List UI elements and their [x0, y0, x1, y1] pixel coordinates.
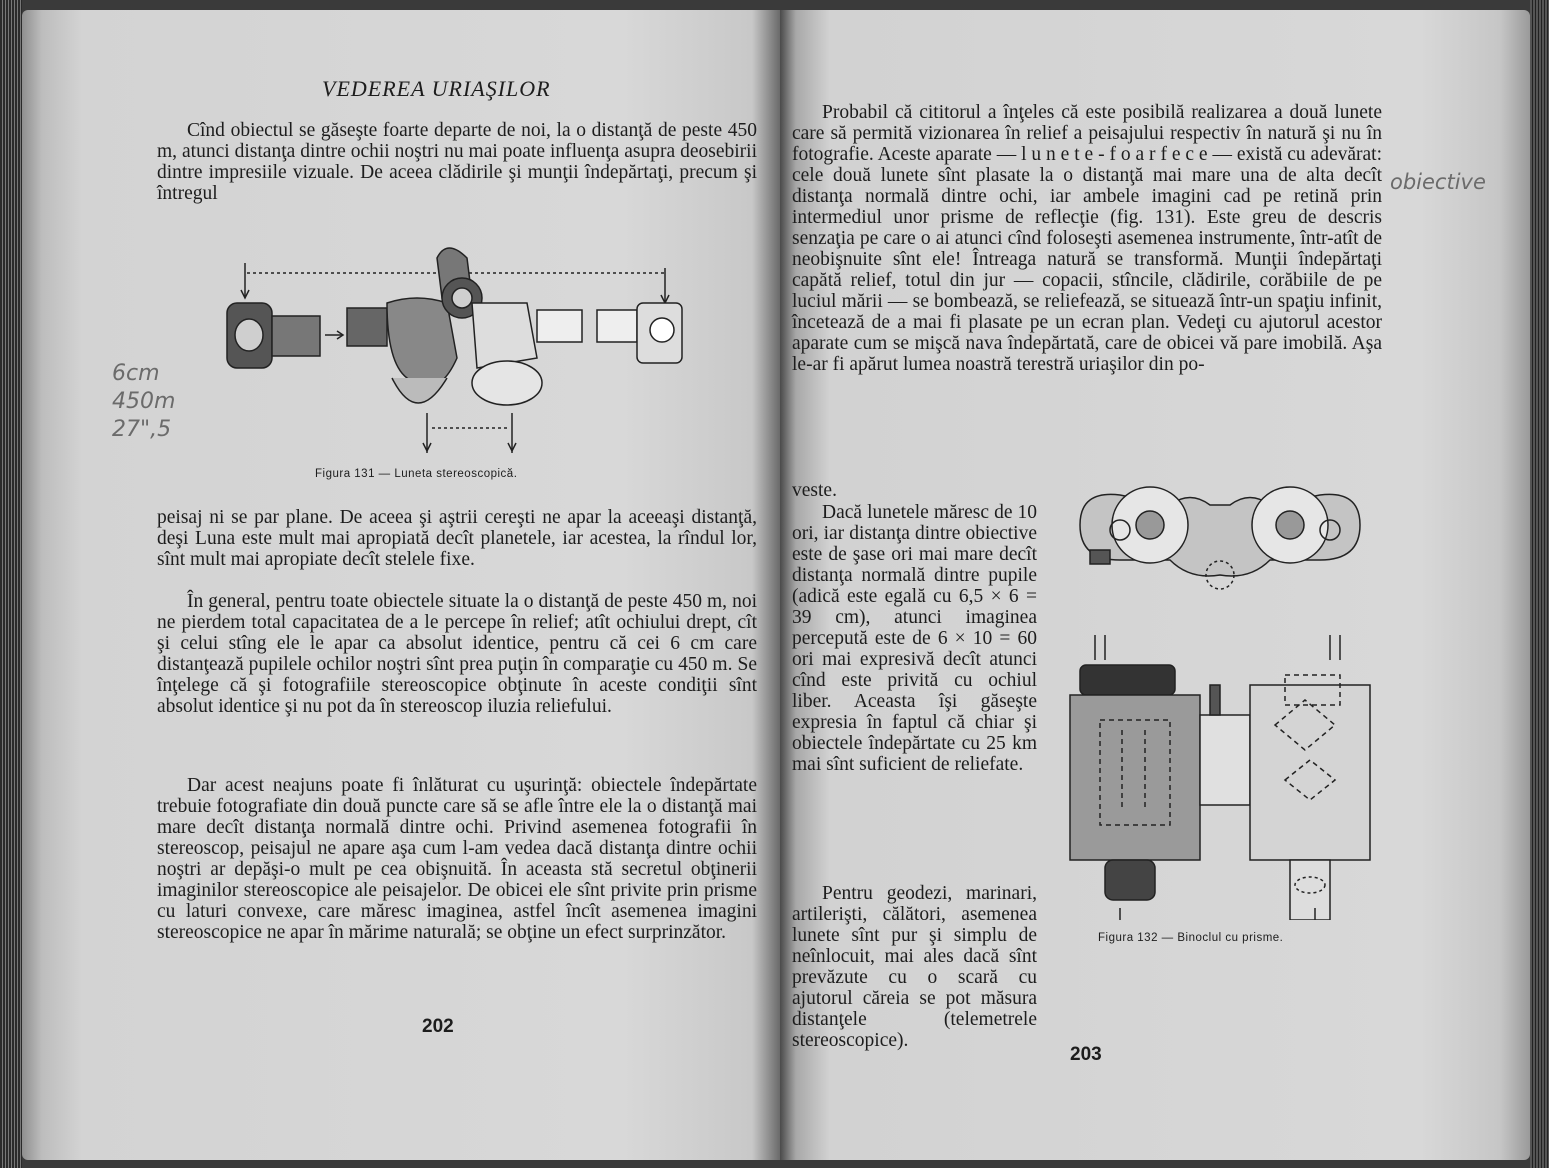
right-page-edges	[1530, 0, 1549, 1168]
right-paragraph-1-end: veste.	[792, 480, 837, 501]
left-paragraph-4: Dar acest neajuns poate fi înlăturat cu uşurinţă: obiectele îndepărtate trebuie fotografiate din două puncte care să se afle între ele la o distanţă mai mare decît distanţa normală dintre ochi. Privind asemenea fotografii în stereoscop, peisajul ne apare aşa cum l-am vedea dacă distanţa dintre ochii noştri ar depăşi-o mult pe cea obişnuită. În aceasta stă secretul obţinerii imaginilor stereoscopice ale peisajelor. De obicei ele sînt privite prin prisme cu laturi convexe, care măresc imaginea, astfel încît asemenea imagini stereoscopice ne apar în mărime naturală; se obţine un efect surprinzător.	[157, 775, 757, 943]
right-paragraph-2: Dacă lunetele măresc de 10 ori, iar distanţa dintre obiective este de şase ori mai mare decît distanţa normală dintre pupile (adică este egală cu 6,5 × 6 = 39 cm), atunci imaginea percepută este de 6 × 10 = 60 ori mai expresivă decît atunci cînd este privită cu ochiul liber. Aceasta îşi găseşte expresia în faptul că chiar şi obiectele îndepărtate cu 25 km mai sînt suficient de reliefate.	[792, 502, 1037, 775]
left-page-edges	[0, 0, 22, 1168]
left-paragraph-3: În general, pentru toate obiectele situate la o distanţă de peste 450 m, noi ne pierdem total capacitatea de a le percepe în relief; atît ochiului drept, cît şi celui stîng ele le apar ca absolut identice, pentru că cei 6 cm care distanţează pupilele ochilor noştri sînt prea puţin în comparaţie cu 450 m. Se înţelege că şi fotografiile stereoscopice obţinute în aceste condiţii sînt absolut identice şi nu pot da în stereoscop iluzia reliefului.	[157, 591, 757, 717]
page-number-right: 203	[1070, 1044, 1102, 1065]
right-paragraph-3: Pentru geodezi, marinari, artilerişti, călători, asemenea lunete sînt pur şi simplu de neînlocuit, mai ales dacă sînt prevăzute cu o scară cu ajutorul căreia se pot măsura distanţele (telemetrele stereoscopice).	[792, 883, 1037, 1051]
figure-131-caption: Figura 131 — Luneta stereoscopică.	[315, 468, 518, 480]
figure-132-prism-binoculars	[1060, 480, 1380, 920]
figure-131-stereoscopic-telescope	[217, 238, 697, 468]
figure-132-caption: Figura 132 — Binoclul cu prisme.	[1098, 932, 1284, 944]
page-number-left: 202	[422, 1016, 454, 1037]
running-header: VEDEREA URIAŞILOR	[322, 76, 551, 101]
left-page	[22, 10, 780, 1160]
right-paragraph-1: Probabil că cititorul a înţeles că este posibilă realizarea a două lunete care să permită vizionarea în relief a peisajului respectiv în natură şi nu în fotografie. Aceste aparate — l u n e t e - f o a r f e c e — există cu adevărat: cele două lunete sînt plasate la o distanţă mai mare una de alta decît distanţa normală dintre ochi, iar ambele imagini cad pe retină prin intermediul unor prisme de reflecţie (fig. 131). Este greu de descris senzaţia pe care o ai atunci cînd foloseşti asemenea instrumente, într-atît de neobişnuite sînt ele! Întreaga natură se transformă. Munţii îndepărtaţi capătă relief, totul din jur — copacii, stîncile, clădirile, corăbiile de pe luciul mării — se bombează, se reliefează, se situează într-un spaţiu infinit, încetează de a mai fi plasate pe un ecran plan. Vedeţi cu ajutorul acestor aparate cum se mişcă nava îndepărtată, care de obicei vă pare imobilă. Aşa le-ar fi apărut lumea noastră terestră uriaşilor din po-	[792, 102, 1382, 375]
right-page	[780, 10, 1530, 1160]
left-paragraph-2: peisaj ni se par plane. De aceea şi aştrii cereşti ne apar la aceeaşi distanţă, deşi Luna este mult mai apropiată decît planetele, iar acestea, la rîndul lor, sînt mult mai apropiate decît stelele fixe.	[157, 507, 757, 570]
handwritten-margin-note: 6cm 450m 27",5	[112, 361, 176, 442]
left-paragraph-1: Cînd obiectul se găseşte foarte departe de noi, la o distanţă de peste 450 m, atunci distanţa dintre ochii noştri nu mai poate influenţa asupra deosebirii dintre impresiile vizuale. De aceea clădirile şi munţii îndepărtaţi, precum şi întregul	[157, 120, 757, 204]
handwritten-margin-note-right: obiective	[1390, 170, 1486, 194]
